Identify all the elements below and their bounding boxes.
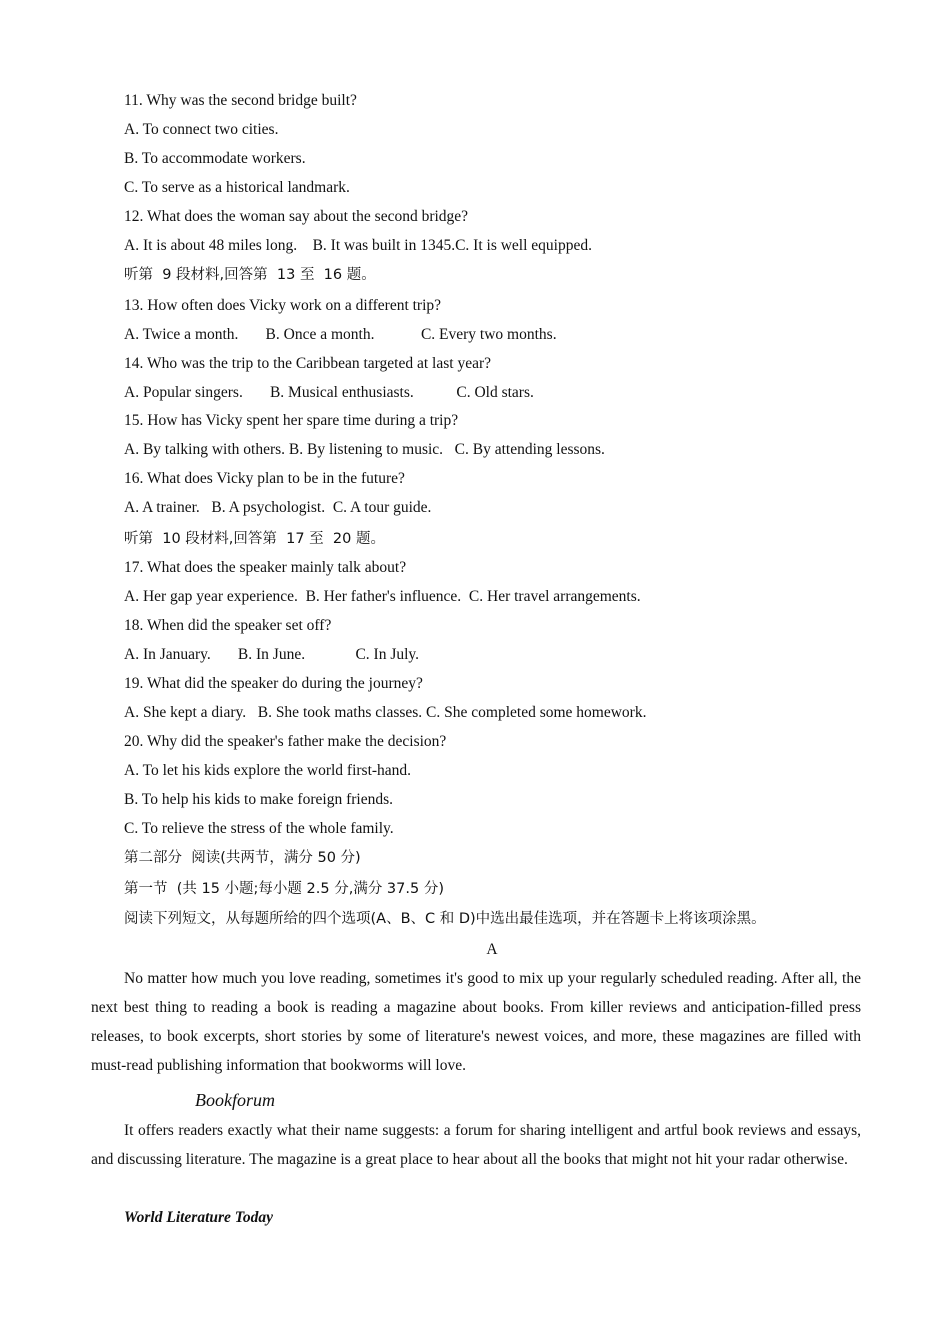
question-15: 15. How has Vicky spent her spare time during a trip? [124,412,459,429]
part-two-heading: 第二部分 阅读(共两节，满分 50 分) [124,850,361,866]
options-14: A. Popular singers. B. Musical enthusiasts. C. Old stars. [124,384,534,401]
question-20: 20. Why did the speaker's father make the decision? [124,733,447,750]
question-11: 11. Why was the second bridge built? [124,92,357,109]
options-17: A. Her gap year experience. B. Her father's influence. C. Her travel arrangements. [124,588,641,605]
question-16: 16. What does Vicky plan to be in the future? [124,470,405,487]
options-13: A. Twice a month. B. Once a month. C. Every two months. [124,326,557,343]
passage-label: A [486,941,498,958]
bookforum-paragraph [91,1116,861,1174]
options-18: A. In January. B. In June. C. In July. [124,646,420,663]
option-20-a: A. To let his kids explore the world first-hand. [124,762,412,779]
section-10-heading: 听第 10 段材料,回答第 17 至 20 题。 [124,531,385,547]
reading-instruction: 阅读下列短文，从每题所给的四个选项(A、B、C 和 D)中选出最佳选项，并在答题卡上将该项涂黑。 [124,911,766,927]
bookforum-text: It offers readers exactly what their name suggests: a forum for sharing intelligent and artful book reviews and essays, and discussing literature. The magazine is a great place to hear about all the books that might not hit your radar otherwise. [91,1122,861,1168]
question-12: 12. What does the woman say about the second bridge? [124,208,469,225]
options-19: A. She kept a diary. B. She took maths classes. C. She completed some homework. [124,704,647,721]
question-13: 13. How often does Vicky work on a different trip? [124,297,442,314]
intro-text: No matter how much you love reading, sometimes it's good to mix up your regularly scheduled reading. After all, the next best thing to reading a book is reading a magazine about books. From killer reviews and anticipation-filled press releases, to book excerpts, short stories by some of literature's newest voices, and more, these magazines are filled with must-read publishing information that bookworms will love. [91,970,861,1074]
options-15: A. By talking with others. B. By listening to music. C. By attending lessons. [124,441,605,458]
question-17: 17. What does the speaker mainly talk about? [124,559,407,576]
section-9-heading: 听第 9 段材料,回答第 13 至 16 题。 [124,267,376,283]
question-19: 19. What did the speaker do during the journey? [124,675,423,692]
option-20-c: C. To relieve the stress of the whole family. [124,820,394,837]
option-11-a: A. To connect two cities. [124,121,279,138]
intro-paragraph [91,964,861,1080]
options-12: A. It is about 48 miles long. B. It was built in 1345.C. It is well equipped. [124,237,592,254]
question-18: 18. When did the speaker set off? [124,617,332,634]
section-one-heading: 第一节 (共 15 小题;每小题 2.5 分,满分 37.5 分) [124,881,444,897]
options-16: A. A trainer. B. A psychologist. C. A tour guide. [124,499,432,516]
magazine-title-bookforum: Bookforum [195,1090,275,1110]
magazine-title-world-literature-today: World Literature Today [124,1209,273,1226]
option-11-c: C. To serve as a historical landmark. [124,179,350,196]
option-11-b: B. To accommodate workers. [124,150,306,167]
question-14: 14. Who was the trip to the Caribbean targeted at last year? [124,355,491,372]
option-20-b: B. To help his kids to make foreign friends. [124,791,393,808]
